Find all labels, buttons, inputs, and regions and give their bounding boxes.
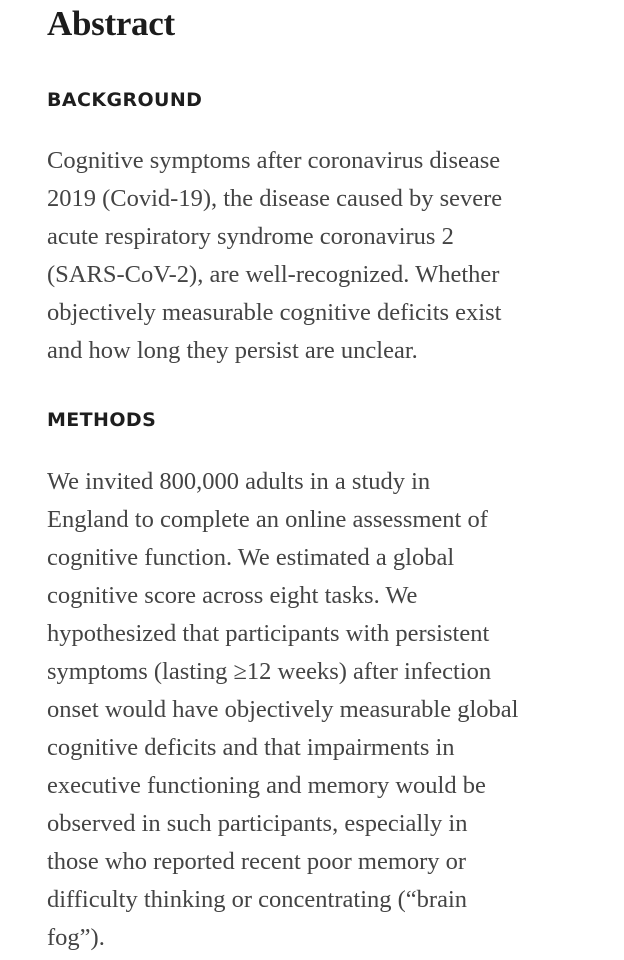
text-line: difficulty thinking or concentrating (“brain	[47, 886, 468, 913]
section-paragraph-methods	[47, 463, 592, 957]
text-line: We invited 800,000 adults in a study in	[47, 468, 431, 495]
text-line: objectively measurable cognitive deficits exist	[47, 299, 502, 326]
text-line: those who reported recent poor memory or	[47, 848, 467, 875]
section-heading-methods: METHODS	[47, 409, 157, 431]
text-line: cognitive score across eight tasks. We	[47, 582, 418, 609]
text-line: England to complete an online assessment of	[47, 506, 488, 533]
text-line: Cognitive symptoms after coronavirus disease	[47, 147, 501, 174]
text-line: 2019 (Covid-19), the disease caused by severe	[47, 185, 503, 212]
text-line: symptoms (lasting ≥12 weeks) after infection	[47, 658, 492, 685]
text-line: observed in such participants, especially in	[47, 810, 468, 837]
text-line: hypothesized that participants with persistent	[47, 620, 490, 647]
text-line: fog”).	[47, 924, 105, 951]
text-line: and how long they persist are unclear.	[47, 337, 418, 364]
text-line: cognitive deficits and that impairments in	[47, 734, 455, 761]
page-title: Abstract	[47, 4, 175, 43]
text-line: (SARS-CoV-2), are well-recognized. Whether	[47, 261, 500, 288]
text-line: executive functioning and memory would be	[47, 772, 486, 799]
text-line: acute respiratory syndrome coronavirus 2	[47, 223, 454, 250]
section-paragraph-background	[47, 142, 592, 370]
text-line: onset would have objectively measurable global	[47, 696, 519, 723]
section-heading-background: BACKGROUND	[47, 89, 203, 111]
text-line: cognitive function. We estimated a global	[47, 544, 455, 571]
